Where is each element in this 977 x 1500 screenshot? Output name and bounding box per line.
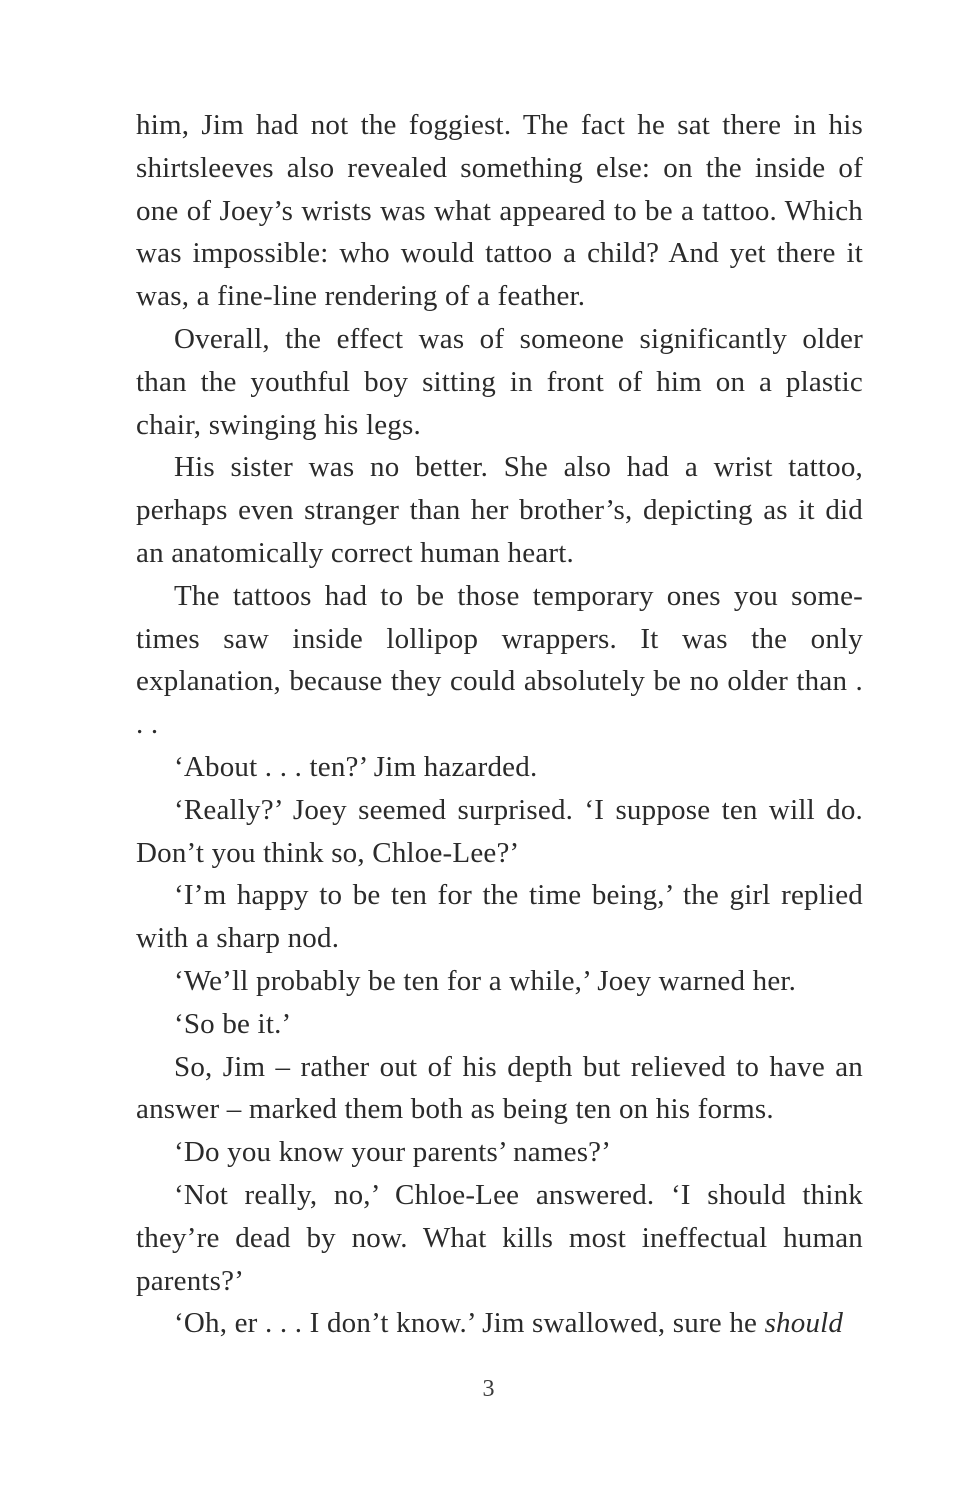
paragraph-dont-know-text: ‘Oh, er . . . I don’t know.’ Jim swallowed, sure he: [174, 1307, 765, 1340]
paragraph-marked-forms: So, Jim – rather out of his depth but relieved to have an answer – marked them both as being ten on his forms.: [136, 1050, 863, 1126]
paragraph-temporary-tattoos: The tattoos had to be those temporary ones you some-times saw inside lollipop wrappers. It was the only explanation, because they could absolutely be no older than . . .: [136, 579, 863, 741]
italic-should: should: [764, 1307, 844, 1340]
page-number: 3: [482, 1376, 495, 1402]
paragraph-parents-names: ‘Do you know your parents’ names?’: [174, 1136, 612, 1169]
body-text: [136, 104, 863, 1345]
paragraph-really: ‘Really?’ Joey seemed surprised. ‘I suppose ten will do. Don’t you think so, Chloe-Lee?’: [136, 793, 863, 869]
paragraph-so-be-it: ‘So be it.’: [174, 1007, 292, 1040]
paragraph-happy-ten: ‘I’m happy to be ten for the time being,’ the girl replied with a sharp nod.: [136, 879, 863, 955]
paragraph-ten-for-a-while: ‘We’ll probably be ten for a while,’ Joey warned her.: [174, 964, 797, 997]
paragraph-tattoo-intro: him, Jim had not the foggiest. The fact he sat there in his shirtsleeves also revealed something else: on the inside of one of Joey’s wrists was what appeared to be a tattoo. Which was impossible: who would tattoo a child? And yet there it was, a fine-line rendering of a feather.: [136, 109, 863, 313]
paragraph-effect-older: Overall, the effect was of someone significantly older than the youthful boy sitting in front of him on a plastic chair, swinging his legs.: [136, 322, 863, 441]
paragraph-dont-know: [136, 1302, 863, 1345]
paragraph-about-ten: ‘About . . . ten?’ Jim hazarded.: [174, 750, 538, 783]
paragraph-sister-tattoo: His sister was no better. She also had a wrist tattoo, perhaps even stranger than her brother’s, depicting as it did an anatomically correct human heart.: [136, 451, 863, 569]
paragraph-not-really: ‘Not really, no,’ Chloe-Lee answered. ‘I should think they’re dead by now. What kills most ineffectual human parents?’: [136, 1178, 863, 1297]
